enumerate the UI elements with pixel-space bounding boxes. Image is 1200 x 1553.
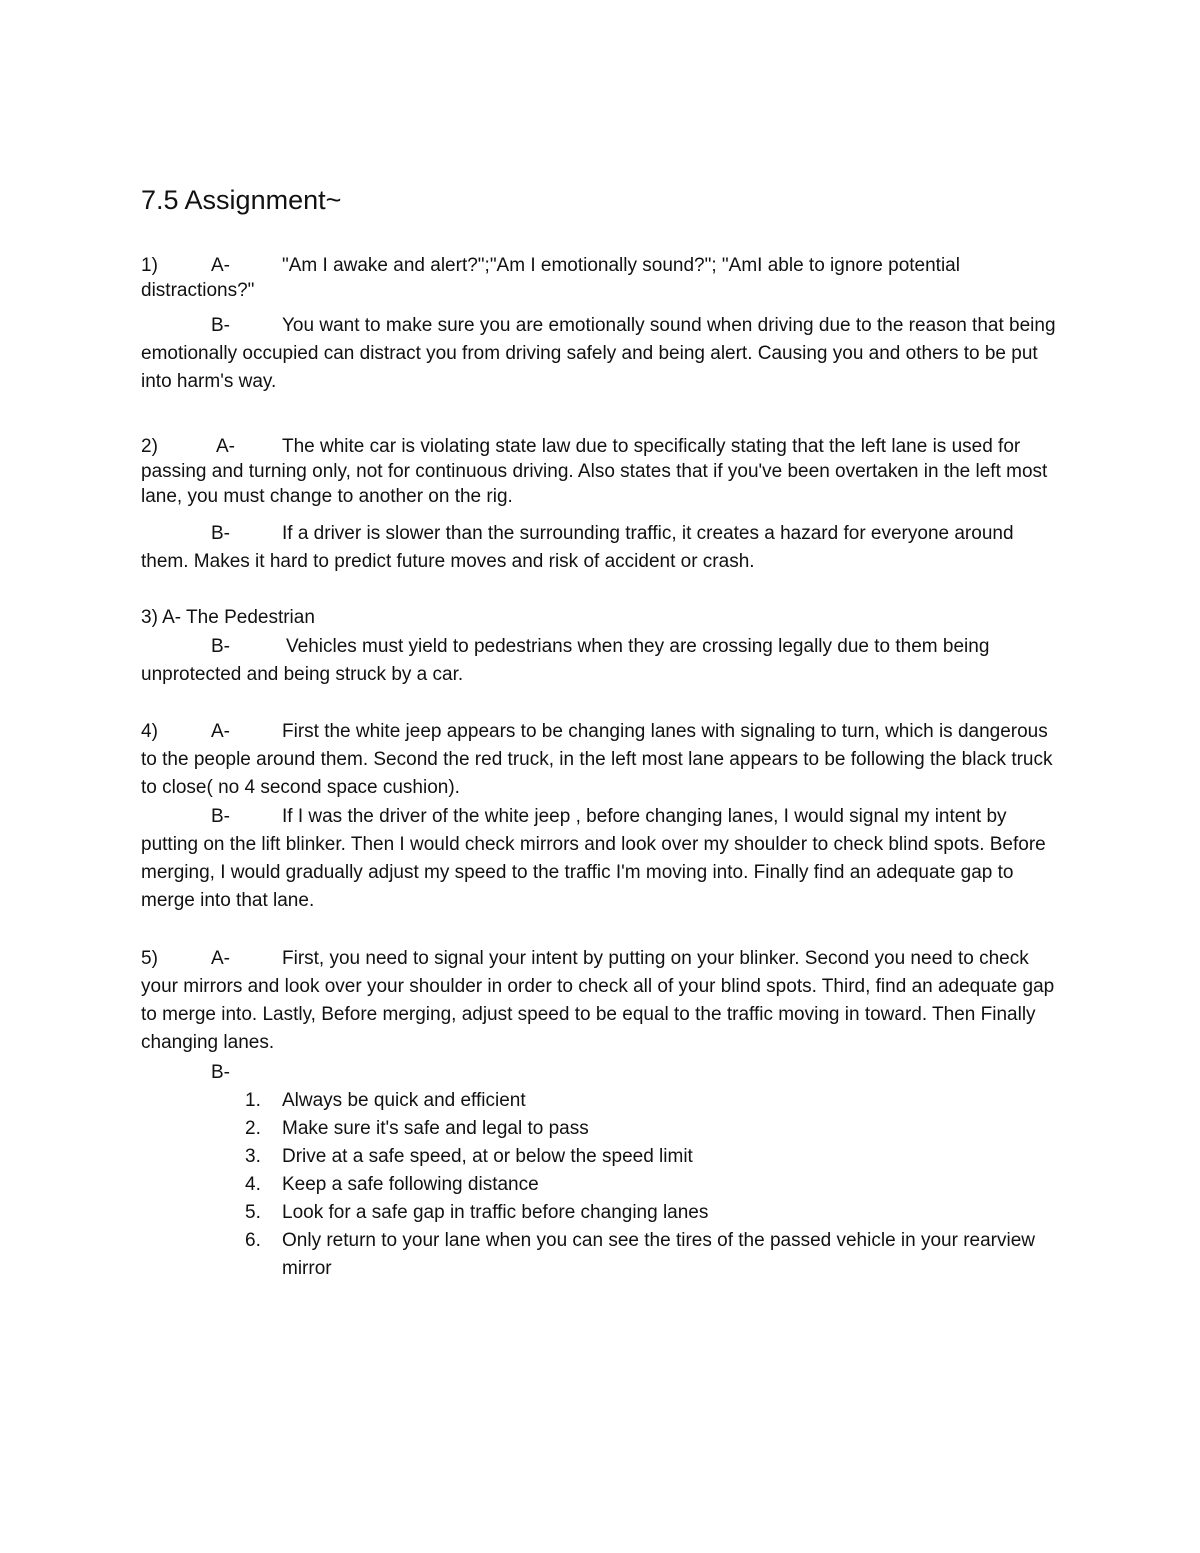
list-item-text: Only return to your lane when you can see the tires of the passed vehicle in your rearview mirror: [282, 1230, 1036, 1279]
list-item-number: 6.: [245, 1230, 261, 1251]
list-item-number: 2.: [245, 1118, 261, 1139]
q2-number: 2): [141, 436, 158, 457]
q1-number: 1): [141, 255, 158, 276]
q4-part-b: [141, 803, 1061, 915]
q5-a-text: First, you need to signal your intent by putting on your blinker. Second you need to check your mirrors and look over your shoulder in order to check all of your blind spots. Third, find an adequate gap to merge into. Lastly, Before merging, adjust speed to be equal to the traffic moving in toward. Then Finally changing lanes.: [141, 948, 1055, 1053]
list-item-number: 3.: [245, 1146, 261, 1167]
q3-b-text: Vehicles must yield to pedestrians when they are crossing legally due to them being unprotected and being struck by a car.: [141, 636, 990, 685]
list-item-text: Make sure it's safe and legal to pass: [282, 1118, 589, 1139]
q1-b-label: B-: [211, 315, 230, 336]
list-item: [245, 1171, 1065, 1199]
list-item: [245, 1143, 1065, 1171]
list-item: [245, 1115, 1065, 1143]
q1-a-text: "Am I awake and alert?";"Am I emotionally sound?"; "AmI able to ignore potential distractions?": [141, 255, 960, 301]
q1-part-b: [141, 312, 1061, 396]
q2-a-text: The white car is violating state law due to specifically stating that the left lane is used for passing and turning only, not for continuous driving. Also states that if you've been overtaken in the left most lane, you must change to another on the rig.: [141, 436, 1048, 507]
q3-part-a: 3) A- The Pedestrian: [141, 607, 315, 628]
q1-a-label: A-: [211, 255, 230, 276]
q4-part-a: [141, 718, 1061, 802]
q2-part-a: [141, 434, 1061, 509]
list-item-number: 5.: [245, 1202, 261, 1223]
list-item-number: 4.: [245, 1174, 261, 1195]
q5-b-label: B-: [211, 1062, 230, 1083]
page-title: 7.5 Assignment~: [141, 185, 342, 215]
q3-b-label: B-: [211, 636, 230, 657]
q2-part-b: [141, 520, 1061, 576]
q2-b-label: B-: [211, 523, 230, 544]
q5-a-label: A-: [211, 948, 230, 969]
q1-b-text: You want to make sure you are emotionally sound when driving due to the reason that being emotionally occupied can distract you from driving safely and being alert. Causing you and others to be put into harm's way.: [141, 315, 1056, 392]
q4-number: 4): [141, 721, 158, 742]
list-item: [245, 1087, 1065, 1115]
list-item: [245, 1199, 1065, 1227]
q1-part-a: [141, 253, 1061, 303]
q4-b-label: B-: [211, 806, 230, 827]
q5-part-a: [141, 945, 1061, 1057]
q5-part-b: [141, 1059, 1061, 1087]
list-item: [245, 1227, 1065, 1283]
q4-a-label: A-: [211, 721, 230, 742]
q4-b-text: If I was the driver of the white jeep , before changing lanes, I would signal my intent by putting on the lift blinker. Then I would check mirrors and look over my shoulder to check blind spots. Before merging, I would gradually adjust my speed to the traffic I'm moving into. Finally find an adequate gap to merge into that lane.: [141, 806, 1046, 911]
q2-a-label: A-: [216, 436, 235, 457]
q2-b-text: If a driver is slower than the surrounding traffic, it creates a hazard for everyone around them. Makes it hard to predict future moves and risk of accident or crash.: [141, 523, 1014, 572]
list-item-number: 1.: [245, 1090, 261, 1111]
q3-part-b: [141, 633, 1061, 689]
list-item-text: Always be quick and efficient: [282, 1090, 526, 1111]
list-item-text: Keep a safe following distance: [282, 1174, 539, 1195]
list-item-text: Drive at a safe speed, at or below the speed limit: [282, 1146, 693, 1167]
list-item-text: Look for a safe gap in traffic before changing lanes: [282, 1202, 709, 1223]
q5-b-list: [245, 1087, 1065, 1283]
q4-a-text: First the white jeep appears to be changing lanes with signaling to turn, which is dangerous to the people around them. Second the red truck, in the left most lane appears to be following the black truck to close( no 4 second space cushion).: [141, 721, 1053, 798]
q5-number: 5): [141, 948, 158, 969]
